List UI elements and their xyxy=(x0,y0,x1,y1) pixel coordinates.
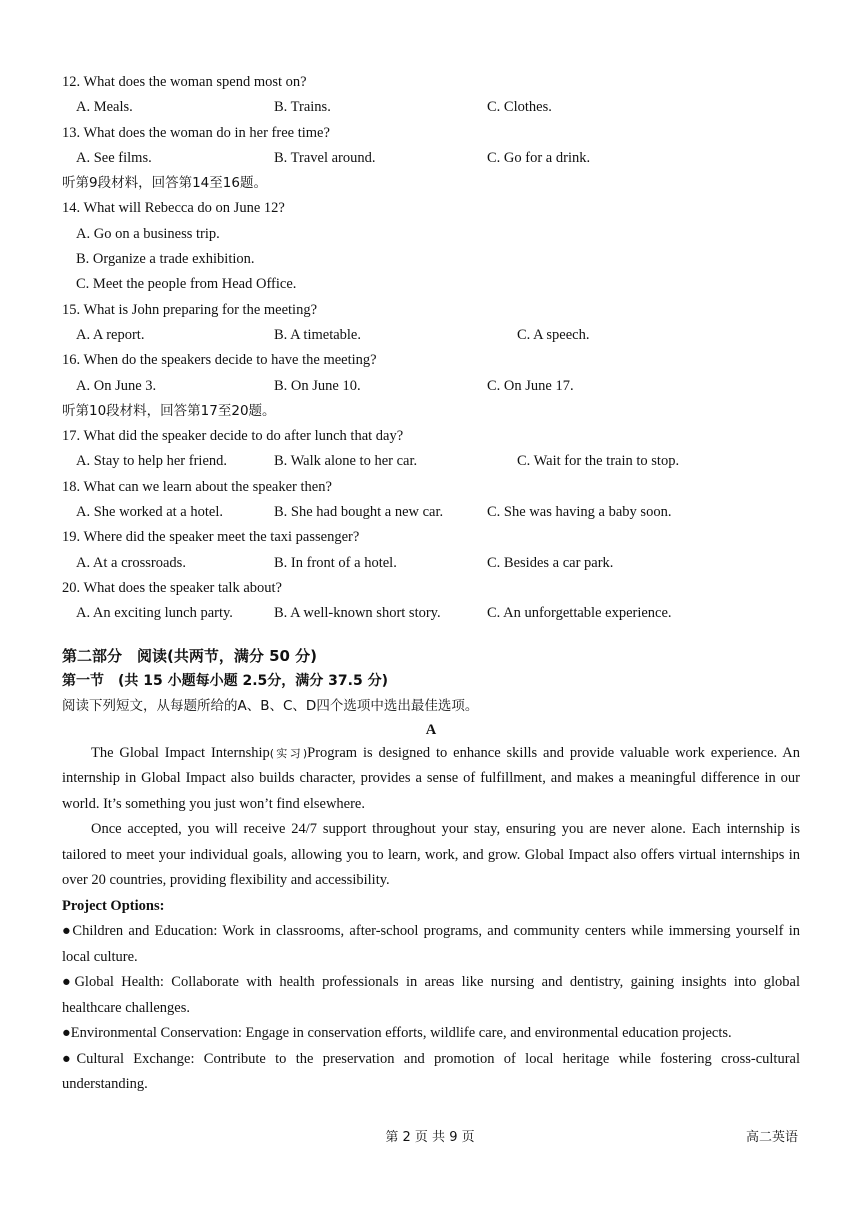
option-b: B. Trains. xyxy=(274,99,331,116)
options-18 xyxy=(62,500,800,525)
paragraph-1-start: The Global Impact Internship xyxy=(91,744,270,761)
project-item: ●Cultural Exchange: Contribute to the preservation and promotion of local heritage while fostering cross-cultural understanding. xyxy=(62,1050,800,1093)
option-c: C. She was having a baby soon. xyxy=(487,504,672,521)
option-a: A. Stay to help her friend. xyxy=(76,453,228,470)
page-footer xyxy=(0,1126,860,1146)
project-item: ●Global Health: Collaborate with health professionals in areas like nursing and dentistry, gaining insights into global healthcare challenges. xyxy=(62,974,800,1016)
options-16 xyxy=(62,374,800,399)
option-c: C. On June 17. xyxy=(487,377,574,394)
listening-instruction-9: 听第9段材料，回答第14至16题。 xyxy=(62,175,267,192)
paragraph-1-note: (实习) xyxy=(269,746,308,760)
option-b: B. She had bought a new car. xyxy=(274,504,444,521)
section-one-title: 第一节 (共 15 小题每小题 2.5分，满分 37.5 分) xyxy=(62,672,388,689)
option-a: A. Go on a business trip. xyxy=(76,225,220,242)
option-a: A. On June 3. xyxy=(76,377,157,394)
option-b: B. Organize a trade exhibition. xyxy=(76,251,255,268)
question-15: 15. What is John preparing for the meeting? xyxy=(62,301,318,318)
option-a: A. A report. xyxy=(76,326,145,343)
option-c: C. An unforgettable experience. xyxy=(487,605,672,622)
option-b: B. Travel around. xyxy=(274,149,376,166)
question-17: 17. What did the speaker decide to do after lunch that day? xyxy=(62,428,404,445)
project-item: ●Children and Education: Work in classrooms, after-school programs, and community centers while immersing yourself in local culture. xyxy=(62,923,800,965)
part-two-title: 第二部分 阅读(共两节，满分 50 分) xyxy=(62,646,318,665)
option-a: A. Meals. xyxy=(76,99,133,116)
reading-instruction: 阅读下列短文，从每题所给的A、B、C、D四个选项中选出最佳选项。 xyxy=(62,697,479,714)
options-15 xyxy=(62,323,800,348)
question-14: 14. What will Rebecca do on June 12? xyxy=(62,200,285,217)
option-b: B. A timetable. xyxy=(274,326,361,343)
option-c: C. Go for a drink. xyxy=(487,149,591,166)
option-a: A. See films. xyxy=(76,149,152,166)
project-options-heading: Project Options: xyxy=(62,897,165,914)
option-c: C. Meet the people from Head Office. xyxy=(76,276,297,293)
listening-instruction-10: 听第10段材料，回答第17至20题。 xyxy=(62,402,276,419)
question-12: 12. What does the woman spend most on? xyxy=(62,74,307,90)
question-18: 18. What can we learn about the speaker then? xyxy=(62,478,332,495)
option-c: C. A speech. xyxy=(517,326,590,343)
option-c: C. Clothes. xyxy=(487,99,552,116)
question-16: 16. When do the speakers decide to have the meeting? xyxy=(62,352,377,369)
options-12 xyxy=(62,95,800,120)
project-item: ●Environmental Conservation: Engage in conservation efforts, wildlife care, and environmental education projects. xyxy=(62,1025,732,1042)
options-20 xyxy=(62,601,800,626)
option-b: B. Walk alone to her car. xyxy=(274,453,418,470)
exam-page xyxy=(62,70,800,1098)
page-number: 第 2 页 共 9 页 xyxy=(385,1130,475,1145)
option-b: B. A well-known short story. xyxy=(274,605,441,622)
question-13: 13. What does the woman do in her free time? xyxy=(62,124,330,141)
option-a: A. At a crossroads. xyxy=(76,554,186,571)
question-19: 19. Where did the speaker meet the taxi passenger? xyxy=(62,529,360,546)
options-19 xyxy=(62,551,800,576)
paragraph-2: Once accepted, you will receive 24/7 support throughout your stay, ensuring you are never alone. Each internship is tailored to meet your individual goals, allowing you to learn, work, and grow. Global Impact also offers virtual internships in over 20 countries, providing flexibility and accessibility. xyxy=(62,821,800,889)
option-a: A. She worked at a hotel. xyxy=(76,504,223,521)
option-a: A. An exciting lunch party. xyxy=(76,605,233,622)
options-13 xyxy=(62,146,800,171)
options-17 xyxy=(62,449,800,474)
option-c: C. Besides a car park. xyxy=(487,554,614,571)
paragraph-1 xyxy=(62,741,800,818)
paragraph-1-rest: Program is designed to enhance skills and provide valuable work experience. An internship in Global Impact also builds character, provides a sense of fulfillment, and makes a meaningful difference in our world. It’s something you just won’t find elsewhere. xyxy=(62,744,800,812)
subject-label: 高二英语 xyxy=(745,1130,798,1145)
option-b: B. On June 10. xyxy=(274,377,361,394)
option-c: C. Wait for the train to stop. xyxy=(517,453,680,470)
question-20: 20. What does the speaker talk about? xyxy=(62,579,282,596)
passage-letter: A xyxy=(425,721,437,738)
option-b: B. In front of a hotel. xyxy=(274,554,397,571)
